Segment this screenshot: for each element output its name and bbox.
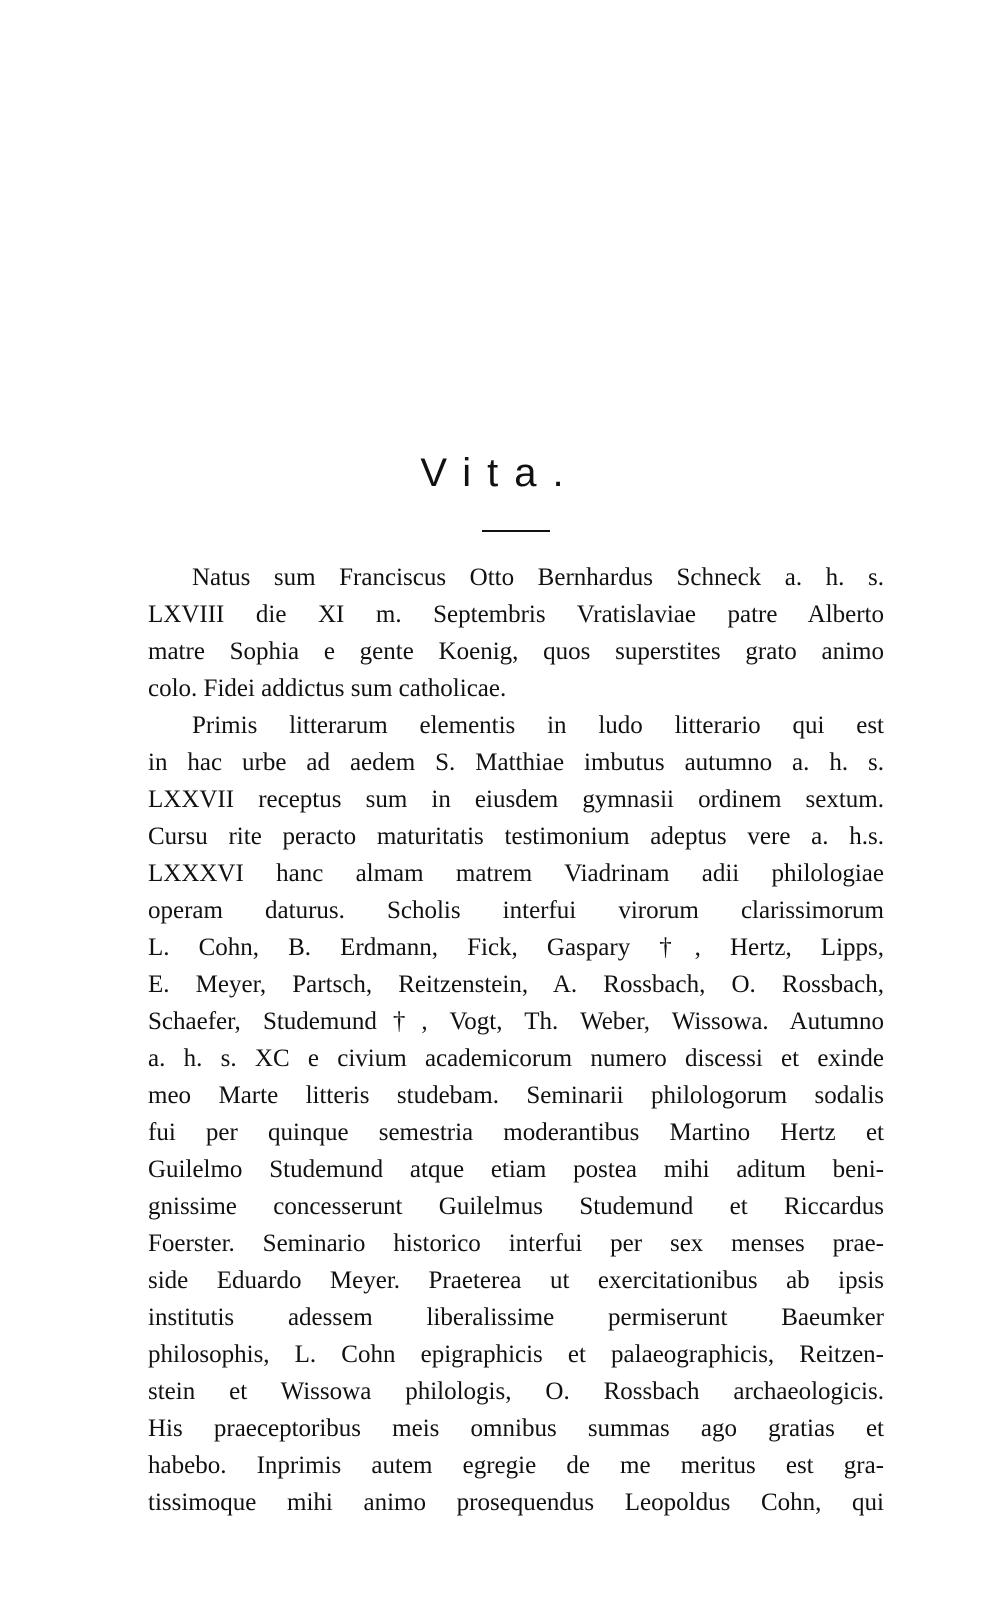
text-line: gnissime concesserunt Guilelmus Studemund et Riccardus (148, 1193, 884, 1220)
text-line: LXXVII receptus sum in eiusdem gymnasii ordinem sextum. (148, 786, 884, 813)
text-line: L. Cohn, B. Erdmann, Fick, Gaspary †, Hertz, Lipps, (148, 934, 884, 961)
text-line: habebo. Inprimis autem egregie de me meritus est gra- (148, 1452, 884, 1479)
text-line: operam daturus. Scholis interfui virorum clarissimorum (148, 897, 884, 924)
text-line: stein et Wissowa philologis, O. Rossbach archaeologicis. (148, 1378, 884, 1405)
text-line: matre Sophia e gente Koenig, quos superstites grato animo (148, 638, 884, 665)
title-divider (482, 530, 550, 532)
text-line: colo. Fidei addictus sum catholicae. (148, 675, 507, 702)
text-line: in hac urbe ad aedem S. Matthiae imbutus autumno a. h. s. (148, 749, 884, 776)
text-line: side Eduardo Meyer. Praeterea ut exercitationibus ab ipsis (148, 1267, 884, 1294)
text-line: Guilelmo Studemund atque etiam postea mihi aditum beni- (148, 1156, 884, 1183)
text-line: Foerster. Seminario historico interfui per sex menses prae- (148, 1230, 884, 1257)
text-line: Schaefer, Studemund†, Vogt, Th. Weber, Wissowa. Autumno (148, 1008, 884, 1035)
text-line: LXVIII die XI m. Septembris Vratislaviae patre Alberto (148, 601, 884, 628)
text-line: meo Marte litteris studebam. Seminarii philologorum sodalis (148, 1082, 884, 1109)
text-line: Natus sum Franciscus Otto Bernhardus Schneck a. h. s. (192, 564, 884, 591)
text-line: a. h. s. XC e civium academicorum numero discessi et exinde (148, 1045, 884, 1072)
text-line: LXXXVI hanc almam matrem Viadrinam adii philologiae (148, 860, 884, 887)
text-line: His praeceptoribus meis omnibus summas ago gratias et (148, 1415, 884, 1442)
text-line: fui per quinque semestria moderantibus Martino Hertz et (148, 1119, 884, 1146)
text-line: E. Meyer, Partsch, Reitzenstein, A. Rossbach, O. Rossbach, (148, 971, 884, 998)
text-line: Cursu rite peracto maturitatis testimonium adeptus vere a. h.s. (148, 823, 884, 850)
body-text (148, 559, 884, 1521)
text-line: tissimoque mihi animo prosequendus Leopoldus Cohn, qui (148, 1489, 884, 1516)
text-line: philosophis, L. Cohn epigraphicis et palaeographicis, Reitzen- (148, 1341, 884, 1368)
page-title: Vita. (420, 451, 580, 495)
text-line: institutis adessem liberalissime permiserunt Baeumker (148, 1304, 884, 1331)
text-line: Primis litterarum elementis in ludo litterario qui est (192, 712, 884, 739)
